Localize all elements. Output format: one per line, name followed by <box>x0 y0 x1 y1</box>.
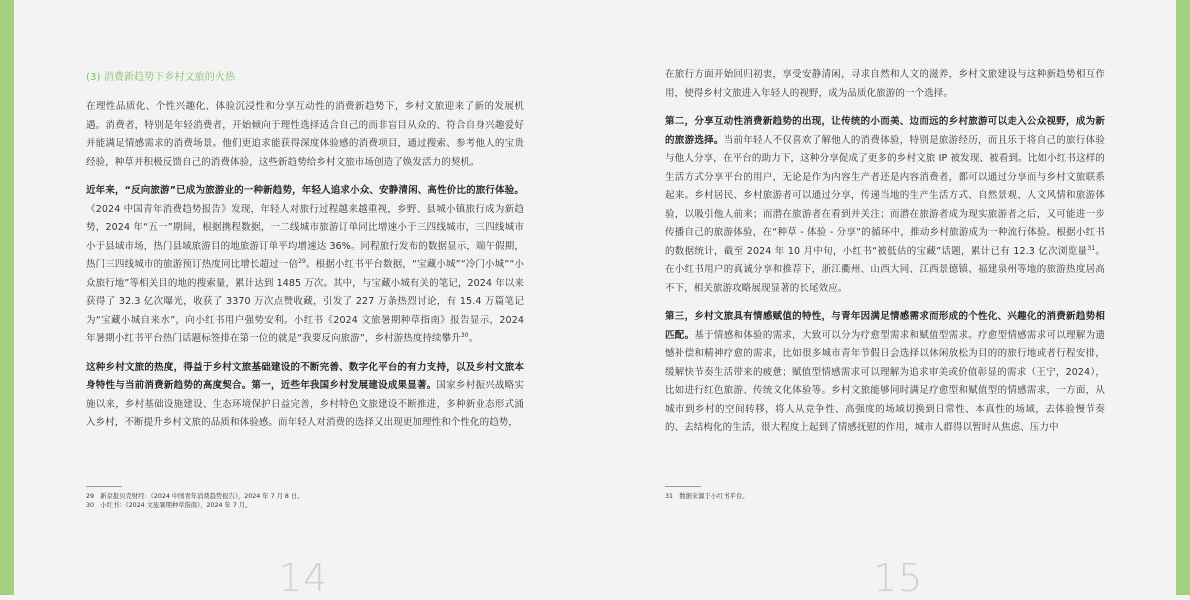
paragraph-2-text-b: 。根据小红书平台数据，“宝藏小城”“冷门小城”“小众旅行地”等相关目的地的搜索量，累计达到 1485 万次。其中，与宝藏小城有关的笔记，2024 年以来获得了 32.3 亿次曝光，收获了 3370 万次点赞收藏，引发了 227 万条热烈讨论，有 15.4 万篇笔记为“宝藏小城自来水”，向小红书用户强势安利。小红书《2024 文旅暑期种草指南》报告显示，2024 年暑期小红书平台热门话题标签排在第一位的就是“我要反向旅游”，乡村游热度持续攀升 <box>86 259 525 344</box>
footnotes-right <box>665 492 1105 501</box>
paragraph-1 <box>665 66 1105 103</box>
left-edge-band <box>0 0 14 595</box>
paragraph-2 <box>665 113 1105 298</box>
paragraph-2-text-a: 《2024 中国青年消费趋势报告》发现，年轻人对旅行过程越来越重视，乡野、县城小镇旅行成为新趋势，2024 年“五一”期间，根据携程数据，一二线城市旅游订单同比增速小于三四线城市，三四线城市小于县域市场，热门县域旅游目的地旅游订单平均增速达 36%。同程旅行发布的数据显示，端午假期，热门三四线城市的旅游预订热度同比增长超过一倍 <box>86 203 524 270</box>
footnote-ref-29[interactable]: 29 <box>298 257 306 265</box>
paragraph-2 <box>86 182 524 349</box>
page-right <box>595 0 1176 600</box>
paragraph-3-lead: 这种乡村文旅的热度，得益于乡村文旅基础建设的不断完善、数字化平台的有力支持，以及乡村文旅本身特性与当前消费新趋势的高度契合。第一，近些年我国乡村发展建设成果显著。 <box>86 361 524 391</box>
paragraph-3-text: 基于情感和体验的需求，大致可以分为疗愈型需求和赋值型需求。疗愈型情感需求可以理解为遗憾补偿和精神疗愈的需求，比如很多城市青年节假日会选择以休闲放松为目的的旅行地或者行程安排，缓解快节奏生活带来的疲惫；赋值型情感需求可以理解为追求审美或价值彰显的需求（王宁，2024），比如进行红色旅游、传统文化体验等。乡村文旅能够同时满足疗愈型和赋值型的情感需求，一方面，从城市到乡村的空间转移，将人从竞争性、高强度的场域切换到日常性、本真性的场域，去体验慢节奏的、去结构化的生活，很大程度上起到了情感抚慰的作用，城市人群得以暂时从焦虑、压力中 <box>665 329 1106 433</box>
footnote-rule <box>665 486 701 487</box>
paragraph-3-lead: 第三，乡村文旅具有情感赋值的特性，与青年因满足情感需求而形成的个性化、兴趣化的消费新趋势相匹配。 <box>665 311 1105 341</box>
paragraph-2-lead: 第二，分享互动性消费新趋势的出现，让传统的小而美、边而远的乡村旅游可以走入公众视野，成为新的旅游选择。 <box>665 116 1105 146</box>
footnote-31: 31 数据来源于小红书平台。 <box>665 493 749 500</box>
paragraph-2-text-a: 当前年轻人不仅喜欢了解他人的消费体验，特别是旅游经历，而且乐于将自己的旅行体验与他人分享，在平台的助力下，这种分享促成了更多的乡村文旅 IP 被发现、被看到。比如小红书这样的生活方式分享平台的用户，无论是作为内容生产者还是内容消费者，都可以通过分享而与乡村文旅联系起来。乡村居民、乡村旅游者可以通过分享，传递当地的生产生活方式、自然景观、人文风情和旅游体验，以吸引他人前来；而潜在旅游者在看到并关注；而潜在旅游者成为现实旅游者之后，又可能进一步传播自己的旅游体验，在“种草 - 体验 - 分享”的循环中，推动乡村旅游成为一种流行体验。根据小红书的数据统计，截至 2024 年 10 月中旬，小红书“被低估的宝藏”话题，累计已有 12.3 亿次浏览量 <box>665 134 1105 257</box>
page-number-left: 14 <box>278 556 329 600</box>
paragraph-3 <box>86 359 524 433</box>
right-column <box>665 66 1105 448</box>
page-left <box>14 0 595 600</box>
footnote-30: 30 小红书：《2024 文旅暑期种草指南》，2024 年 7 月。 <box>86 502 252 509</box>
section-heading: (3) 消费新趋势下乡村文旅的火热 <box>86 72 236 83</box>
paragraph-3 <box>665 308 1105 438</box>
paragraph-1-text: 在理性品质化、个性兴趣化、体验沉浸性和分享互动性的消费新趋势下，乡村文旅迎来了新的发展机遇。消费者，特别是年轻消费者，开始倾向于理性选择适合自己的而非盲目从众的、符合自身兴趣爱好并能满足情感需求的消费场景。他们更追求能获得深度体验感的消费项目，通过搜索、参考他人的宝贵经验，种草并积极反馈自己的消费体验，这些新趋势给乡村文旅市场创造了焕发活力的契机。 <box>86 101 524 168</box>
paragraph-1-text: 在旅行方面开始回归初衷，享受安静清闲，寻求自然和人文的滋养，乡村文旅建设与这种新趋势相互作用，使得乡村文旅进入年轻人的视野，成为品质化旅游的一个选择。 <box>665 69 1105 99</box>
right-edge-band <box>1176 0 1190 595</box>
footnotes-left <box>86 492 524 510</box>
paragraph-2-text-c: 。 <box>468 333 479 344</box>
footnote-rule <box>86 486 122 487</box>
footnote-29: 29 新京报贝壳财经：《2024 中国青年消费趋势报告》，2024 年 7 月 8 日。 <box>86 493 304 500</box>
paragraph-2-text-b: 。在小红书用户的真诚分享和推荐下，浙江衢州、山西大同、江西景德镇、福建泉州等地的旅游热度居高不下，相关旅游攻略展现显著的长尾效应。 <box>665 245 1105 294</box>
footnote-ref-31[interactable]: 31 <box>1087 244 1096 252</box>
paragraph-3-text: 国家乡村振兴战略实施以来，乡村基础设施建设、生态环境保护日益完善，乡村特色文旅建设不断推进，多种新业态形式涌入乡村，不断提升乡村文旅的品质和体验感。而年轻人对消费的选择又出现更加理性和个性化的趋势， <box>86 380 524 428</box>
footnote-ref-30[interactable]: 30 <box>460 331 469 339</box>
paragraph-2-lead: 近年来，“反向旅游”已成为旅游业的一种新趋势，年轻人追求小众、安静清闲、高性价比的旅行体验。 <box>86 185 524 196</box>
paragraph-1 <box>86 98 524 172</box>
page-number-right: 15 <box>873 556 924 600</box>
left-column <box>86 70 524 443</box>
